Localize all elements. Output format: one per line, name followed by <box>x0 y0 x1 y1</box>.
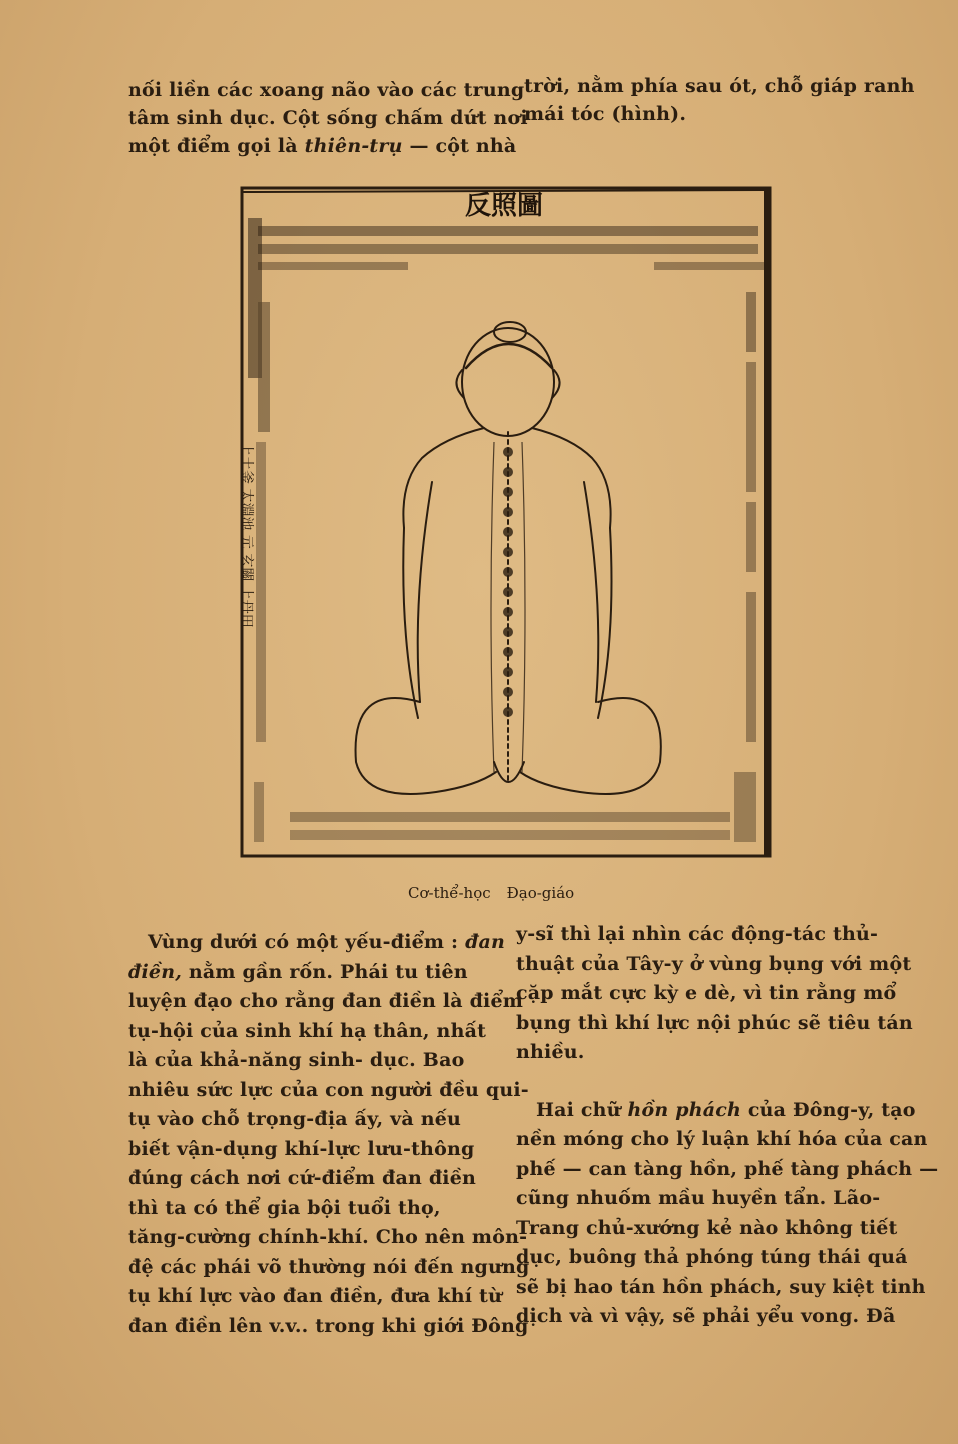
text-line: tụ vào chỗ trọng-địa ấy, và nếu <box>128 1108 462 1130</box>
diagram-frame <box>242 188 770 856</box>
term-dan: đan <box>465 931 506 953</box>
text-line: Vùng dưới có một yếu-điểm : đan <box>148 931 506 953</box>
text-line: đệ các phái võ thường nói đến ngưng <box>128 1255 530 1278</box>
term-hon-phach: hồn phách <box>627 1098 742 1121</box>
text-column-bottom-left <box>128 928 530 1341</box>
diagram-svg <box>234 182 774 862</box>
text-line: thì ta có thể gia bội tuổi thọ, <box>128 1196 441 1219</box>
text-line: tụ khí lực vào đan điền, đưa khí từ <box>128 1285 502 1307</box>
text-line: cũng nhuốm mầu huyền tẩn. Lão- <box>516 1187 881 1209</box>
caption-right: Đạo-giáo <box>506 884 575 902</box>
spine-markers <box>503 447 513 717</box>
text-column-bottom-right <box>516 920 939 1332</box>
caption-left: Cơ-thể-học <box>408 884 491 902</box>
text-line: luyện đạo cho rằng đan điền là điểm <box>128 990 524 1012</box>
text-line: trời, nằm phía sau ót, chỗ giáp ranh <box>524 75 915 97</box>
text-line: dịch và vì vậy, sẽ phải yểu vong. Đã <box>516 1305 896 1327</box>
text-line: sẽ bị hao tán hồn phách, suy kiệt tinh <box>516 1275 926 1298</box>
text-line: nền móng cho lý luận khí hóa của can <box>516 1128 928 1150</box>
text-line: thuật của Tây-y ở vùng bụng với một <box>516 952 912 975</box>
text-line: một điểm gọi là thiên-trụ — cột nhà <box>128 135 517 157</box>
text-line: đúng cách nơi cứ-điểm đan điền <box>128 1167 477 1189</box>
diagram-left-label: 上土釜 太淵池 元 玄關 上丹田 <box>238 442 254 628</box>
diagram-bottom-inscription <box>290 812 730 840</box>
text-column-top-left <box>128 76 528 160</box>
text-line: tụ-hội của sinh khí hạ thân, nhất <box>128 1019 487 1042</box>
seated-figure <box>356 322 661 794</box>
text-column-top-right <box>524 72 915 128</box>
text-line: cặp mắt cực kỳ e dè, vì tin rằng mổ <box>516 982 897 1004</box>
meditation-diagram <box>234 182 774 862</box>
text-line: bụng thì khí lực nội phúc sẽ tiêu tán <box>516 1011 913 1034</box>
text-line: tăng-cường chính-khí. Cho nên môn- <box>128 1226 528 1248</box>
text-line: mái tóc (hình). <box>524 103 687 125</box>
text-line: nối liền các xoang não vào các trung <box>128 79 525 101</box>
text-line: đan điền lên v.v.. trong khi giới Đông <box>128 1314 529 1337</box>
text-line: y-sĩ thì lại nhìn các động-tác thủ- <box>516 923 879 945</box>
paragraph-gap <box>516 1068 888 1096</box>
diagram-right-inscription <box>734 292 756 842</box>
text-line: là của khả-năng sinh- dục. Bao <box>128 1049 465 1071</box>
term-dien: điền, <box>128 960 183 983</box>
figure-caption <box>408 884 590 902</box>
diagram-top-inscription <box>258 226 764 270</box>
text-line: dục, buông thả phóng túng thái quá <box>516 1246 908 1268</box>
text-line: Hai chữ hồn phách của Đông-y, tạo <box>536 1098 916 1121</box>
text-line: tâm sinh dục. Cột sống chấm dứt nơi <box>128 107 528 129</box>
diagram-title: 反照圖 <box>464 191 544 221</box>
term-thien-tru: thiên-trụ <box>304 135 403 157</box>
text-line: nhiêu sức lực của con người đều qui- <box>128 1078 529 1101</box>
text-line: Trang chủ-xướng kẻ nào không tiết <box>516 1216 898 1239</box>
text-line: phế — can tàng hồn, phế tàng phách — <box>516 1157 939 1180</box>
text-line: nhiều. <box>516 1041 585 1063</box>
text-line: điền, nằm gần rốn. Phái tu tiên <box>128 960 468 983</box>
text-line: biết vận-dụng khí-lực lưu-thông <box>128 1137 475 1160</box>
